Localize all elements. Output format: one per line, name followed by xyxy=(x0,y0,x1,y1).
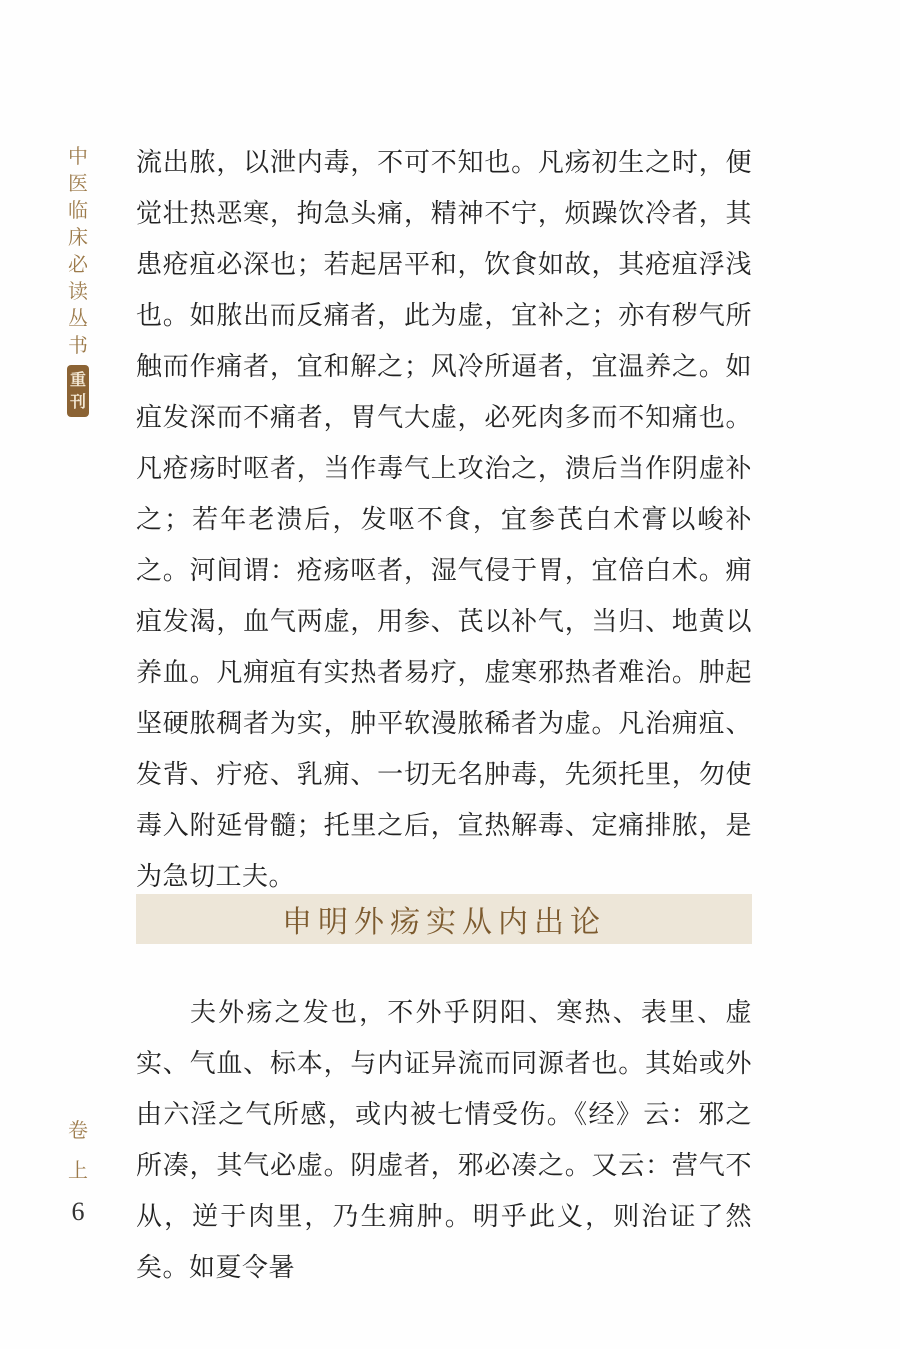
seal-char: 刊 xyxy=(69,392,86,411)
volume-char: 卷 xyxy=(68,1118,88,1142)
series-title-char: 必 xyxy=(68,252,88,276)
series-title xyxy=(60,143,96,417)
volume-label xyxy=(60,1110,96,1190)
series-title-char: 床 xyxy=(68,225,88,249)
series-title-char: 书 xyxy=(68,333,88,357)
series-title-char: 读 xyxy=(68,279,88,303)
section-heading: 申明外疡实从内出论 xyxy=(282,905,606,940)
page-number: 6 xyxy=(71,1197,85,1226)
series-title-char: 临 xyxy=(68,198,88,222)
body-paragraph: 夫外疡之发也，不外乎阴阳、寒热、表里、虚实、气血、标本，与内证异流而同源者也。其始或外由六淫之气所感，或内被七情受伤。《经》云：邪之所凑，其气必虚。阴虚者，邪必凑之。又云：营气不从，逆于肉里，乃生痈肿。明乎此义，则治证了然矣。如夏令暑 xyxy=(136,998,752,1283)
section-heading-box xyxy=(136,894,752,944)
reprint-seal xyxy=(67,365,89,417)
series-title-char: 丛 xyxy=(68,306,88,330)
seal-char: 重 xyxy=(69,370,86,389)
body-paragraph: 流出脓，以泄内毒，不可不知也。凡疡初生之时，便觉壮热恶寒，拘急头痛，精神不宁，烦躁饮冷者，其患疮疽必深也；若起居平和，饮食如故，其疮疽浮浅也。如脓出而反痛者，此为虚，宜补之；亦有秽气所触而作痛者，宜和解之；风冷所逼者，宜温养之。如疽发深而不痛者，胃气大虚，必死肉多而不知痛也。凡疮疡时呕者，当作毒气上攻治之，溃后当作阴虚补之；若年老溃后，发呕不食，宜参芪白术膏以峻补之。河间谓：疮疡呕者，湿气侵于胃，宜倍白术。痈疽发渴，血气两虚，用参、芪以补气，当归、地黄以养血。凡痈疽有实热者易疗，虚寒邪热者难治。肿起坚硬脓稠者为实，肿平软漫脓稀者为虚。凡治痈疽、发背、疔疮、乳痈、一切无名肿毒，先须托里，勿使毒入附延骨髓；托里之后，宣热解毒、定痛排脓，是为急切工夫。 xyxy=(136,148,752,892)
series-title-char: 医 xyxy=(68,171,88,195)
volume-char: 上 xyxy=(68,1158,88,1182)
series-title-char: 中 xyxy=(68,144,88,168)
